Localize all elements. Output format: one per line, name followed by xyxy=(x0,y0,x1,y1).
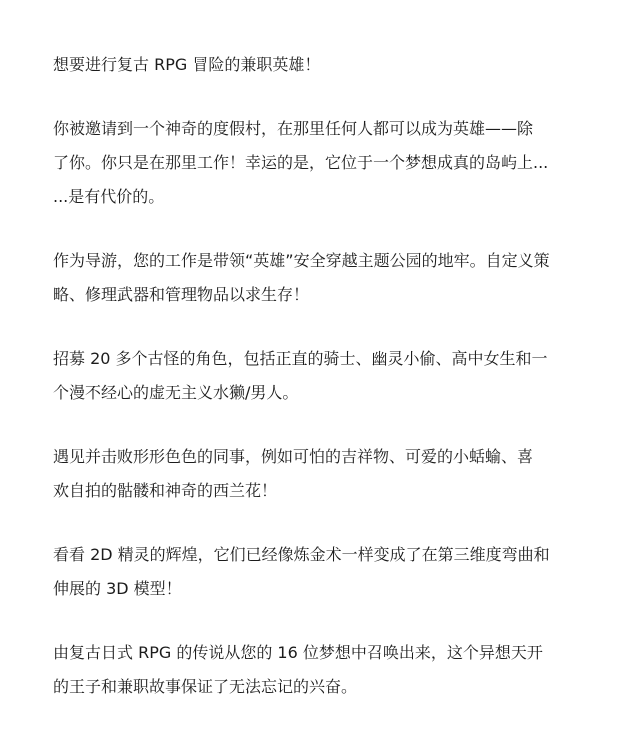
game-description xyxy=(53,48,573,704)
text-line: 由复古日式 RPG 的传说从您的 16 位梦想中召唤出来，这个异想天开 xyxy=(53,643,543,662)
text-line: 略、修理武器和管理物品以求生存！ xyxy=(53,285,310,304)
paragraph-guide xyxy=(53,244,573,312)
paragraph-intro xyxy=(53,48,573,82)
text-line: 伸展的 3D 模型！ xyxy=(53,579,182,598)
text-line: 招募 20 多个古怪的角色，包括正直的骑士、幽灵小偷、高中女生和一 xyxy=(53,349,548,368)
paragraph-resort xyxy=(53,112,573,214)
paragraph-coworkers xyxy=(53,440,573,508)
text-line: 想要进行复古 RPG 冒险的兼职英雄！ xyxy=(53,55,321,74)
text-line: 遇见并击败形形色色的同事，例如可怕的吉祥物、可爱的小蛞蝓、喜 xyxy=(53,447,534,466)
paragraph-legend xyxy=(53,636,573,704)
text-line: 看看 2D 精灵的辉煌，它们已经像炼金术一样变成了在第三维度弯曲和 xyxy=(53,545,550,564)
paragraph-sprites xyxy=(53,538,573,606)
text-line: 你被邀请到一个神奇的度假村，在那里任何人都可以成为英雄——除 xyxy=(53,119,534,138)
paragraph-recruit xyxy=(53,342,573,410)
text-line: 个漫不经心的虚无主义水獭/男人。 xyxy=(53,383,299,402)
text-line: ...是有代价的。 xyxy=(53,187,165,206)
text-line: 欢自拍的骷髅和神奇的西兰花！ xyxy=(53,481,278,500)
text-line: 的王子和兼职故事保证了无法忘记的兴奋。 xyxy=(53,677,358,696)
text-line: 了你。你只是在那里工作！幸运的是，它位于一个梦想成真的岛屿上... xyxy=(53,153,549,172)
text-line: 作为导游，您的工作是带领“英雄”安全穿越主题公园的地牢。自定义策 xyxy=(53,251,550,270)
